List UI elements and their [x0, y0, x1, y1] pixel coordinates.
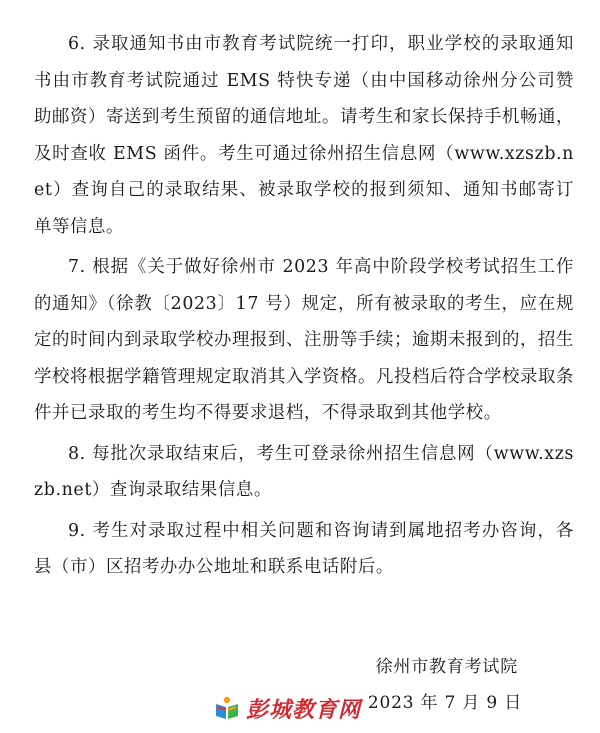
book-logo-icon	[214, 695, 240, 721]
signature-date: 2023 年 7 月 9 日	[367, 693, 522, 713]
watermark-logo	[214, 693, 361, 723]
paragraph-9: 9. 考生对录取过程中相关问题和咨询请到属地招考办咨询，各县（市）区招考办办公地址和联系电话附后。	[34, 520, 574, 577]
paragraph-8: 8. 每批次录取结束后，考生可登录徐州招生信息网（www.xzszb.net）查询录取结果信息。	[34, 443, 574, 500]
document-body	[34, 26, 574, 590]
watermark-text: 彭城教育网	[246, 697, 362, 723]
paragraph-7: 7. 根据《关于做好徐州市 2023 年高中阶段学校考试招生工作的通知》（徐教〔2023〕17 号）规定，所有被录取的考生，应在规定的时间内到录取学校办理报到、注册等手续；逾期未报到的，招生学校将根据学籍管理规定取消其入学资格。凡投档后符合学校录取条件并已录取的考生均不得要求退档，不得录取到其他学校。	[34, 257, 574, 423]
signature-org: 徐州市教育考试院	[375, 657, 518, 677]
paragraph-6: 6. 录取通知书由市教育考试院统一打印，职业学校的录取通知书由市教育考试院通过 EMS 特快专递（由中国移动徐州分公司赞助邮资）寄送到考生预留的通信地址。请考生和家长保持手机畅通，及时查收 EMS 函件。考生可通过徐州招生信息网（www.xzszb.net）查询自己的录取结果、被录取学校的报到须知、通知书邮寄订单等信息。	[34, 34, 574, 237]
